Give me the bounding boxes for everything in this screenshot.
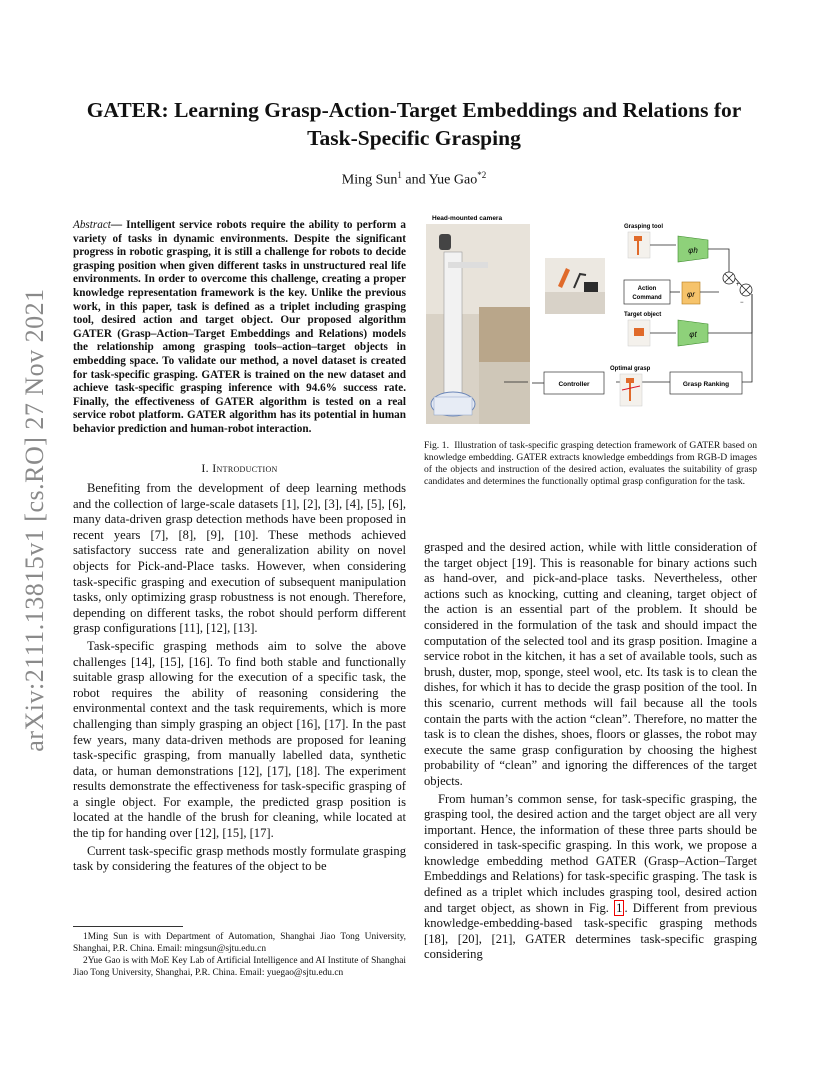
abstract-label: Abstract xyxy=(73,219,111,231)
authors xyxy=(60,170,768,189)
label-phi-h: φh xyxy=(688,246,698,255)
right-paragraph-2a: From human’s common sense, for task-specific grasping, the grasping tool, the desired action and the target object are all very important. Hence, the information of these three parts should be considered in task-specific grasping. In this work, we propose a knowledge embedding method GATER (Grasp–Action–Target Embeddings and Relations) for task-specific grasping. The task is defined as a triplet which includes grasping tool, desired action and target object, as shown in Fig. xyxy=(424,791,757,915)
minus-sign: − xyxy=(740,300,744,306)
caption-label: Fig. 1. xyxy=(424,440,450,451)
label-controller: Controller xyxy=(558,381,590,388)
plus-sign: + xyxy=(736,282,740,288)
intro-paragraph-1: Benefiting from the development of deep learning methods and the collection of large-scale datasets [1], [2], [3], [4], [5], [6], many data-driven grasp detection methods have been proposed in recent years [7], [8], [9], [10]. These methods achieved satisfactory success rate and generalization ability on novel objects for Pick-and-Place tasks. However, when considering task-specific grasping and execution of subsequent manipulation tasks, only optimizing grasp robustness is not enough. Therefore, depending on different tasks, the robot should perform different grasp configurations [11], [12], [13]. xyxy=(73,481,406,636)
title-line-1: GATER: Learning Grasp-Action-Target Embeddings and Relations for xyxy=(86,98,742,122)
label-grasp-ranking: Grasp Ranking xyxy=(682,381,730,388)
intro-paragraph-2: Task-specific grasping methods aim to solve the above challenges [14], [15], [16]. To find both stable and functionally suitable grasp allowing for the execution of a specific task, the robot requires the ability of reasoning considering the environmental context and the task requirements, which is more challenging than simply grasping an object [16], [17]. In the past few years, many data-driven methods are proposed for leaning task-specific grasping, from manually labelled data, synthetic data, or human demonstrations [12], [17], [18]. The experiment results demonstrate the effectiveness for task-specific grasping of a single object. For example, the predicted grasp position is located at the handle of the brush for cleaning, while located at the tip for handing over [12], [15], [17]. xyxy=(73,638,406,841)
footnotes xyxy=(73,932,406,980)
author-and: and xyxy=(401,172,429,188)
label-head-camera: Head-mounted camera xyxy=(432,215,503,222)
author-2: Yue Gao xyxy=(428,172,478,188)
scene-photo xyxy=(545,258,605,314)
right-paragraph-2 xyxy=(424,792,757,964)
figure-1-diagram xyxy=(424,212,757,434)
figure-1-caption xyxy=(424,440,760,488)
arxiv-stamp xyxy=(10,260,60,780)
label-optimal-grasp: Optimal grasp xyxy=(610,366,651,372)
label-phi-r: φr xyxy=(687,290,695,299)
left-column-body xyxy=(73,481,406,877)
label-target-object: Target object xyxy=(624,312,662,318)
section-heading xyxy=(73,461,406,476)
label-phi-t: φt xyxy=(689,330,697,339)
author-1-affil: 1 xyxy=(397,170,402,180)
author-2-affil: *2 xyxy=(477,170,487,180)
abstract-text: — Intelligent service robots require the ability to perform a variety of tasks in dynamic environments. Despite the significant progress in robotic grasping, it is still a challenge for robots to decide grasping position when given different tasks in unstructured real life environments. In order to overcome this challenge, creating a proper knowledge representation framework is the key. Unlike the previous work, in this paper, task is defined as a triplet including grasping tool, desired action and target object. Our proposed algorithm GATER (Grasp–Action–Target Embeddings and Relations) models the relationship among grasping tools–action–target objects in embedding space. To validate our method, a novel dataset is created for task-specific grasping. GATER is trained on the new dataset and achieve task-specific grasping inference with 94.6% success rate. Finally, the effectiveness of GATER algorithm is tested on a real service robot platform. GATER algorithm has its potential in human behavior prediction and human-robot interaction. xyxy=(73,219,406,435)
abstract xyxy=(73,219,406,437)
footnote-rule xyxy=(73,926,183,927)
footnote-2: 2Yue Gao is with MoE Key Lab of Artificial Intelligence and AI Institute of Shanghai Jiao Tong University, Shanghai, P.R. China. Email: yuegao@sjtu.edu.cn xyxy=(73,956,406,978)
right-column-body xyxy=(424,540,757,965)
label-command: Command xyxy=(632,295,662,301)
label-action: Action xyxy=(637,286,657,292)
section-title: Introduction xyxy=(212,461,278,475)
title-line-2: Task-Specific Grasping xyxy=(307,126,521,150)
paper-title xyxy=(60,96,768,152)
label-grasping-tool: Grasping tool xyxy=(624,224,663,230)
robot-photo xyxy=(426,224,530,424)
figure-1-link[interactable]: 1 xyxy=(616,900,623,915)
right-paragraph-2b: . Different from previous knowledge-embedding-based task-specific grasping methods [18], [20], [21], GATER determines task-specific grasping considering xyxy=(424,900,757,962)
figure-1 xyxy=(424,212,757,434)
author-1: Ming Sun xyxy=(341,172,398,188)
arxiv-stamp-text: arXiv:2111.13815v1 [cs.RO] 27 Nov 2021 xyxy=(20,288,49,752)
intro-paragraph-3: Current task-specific grasp methods mostly formulate grasping task by considering the features of the object to be xyxy=(73,843,406,874)
right-paragraph-1: grasped and the desired action, while with little consideration of the target object [19]. This is reasonable for binary actions such as hand-over, and pick-and-place tasks. Nevertheless, other actions such as knocking, cutting and cleaning, target object of the action is an essential part of the problem. It should be considered in the formulation of the task and should impact the computation of the selected tool and its grasp position. Imagine a service robot in the kitchen, it has a set of available tools, such as brush, duster, mop, sponge, steel wool, etc. Its task is to clean the dishes, for which it has to decide the grasp position of the tool. In this scenario, current methods will fail because all the tools contain the parts with the action “clean”. Therefore, no matter the task is to clean the dishes, shoes, floors or glasses, the robot may execute the same grasp configuration by choosing the highest probability of “clean” and ignoring the differences of the target objects. xyxy=(424,540,757,788)
caption-text: Illustration of task-specific grasping detection framework of GATER based on knowledge embedding. GATER extracts knowledge embeddings from RGB-D images of the objects and instruction of the desired action, evaluates the suitability of grasp candidates and determines the functionally optimal grasp configuration for the task. xyxy=(424,440,760,487)
footnote-1: 1Ming Sun is with Department of Automation, Shanghai Jiao Tong University, Shanghai, P.R. China. Email: mingsun@sjtu.edu.cn xyxy=(73,932,406,954)
section-number: I. xyxy=(201,461,213,475)
